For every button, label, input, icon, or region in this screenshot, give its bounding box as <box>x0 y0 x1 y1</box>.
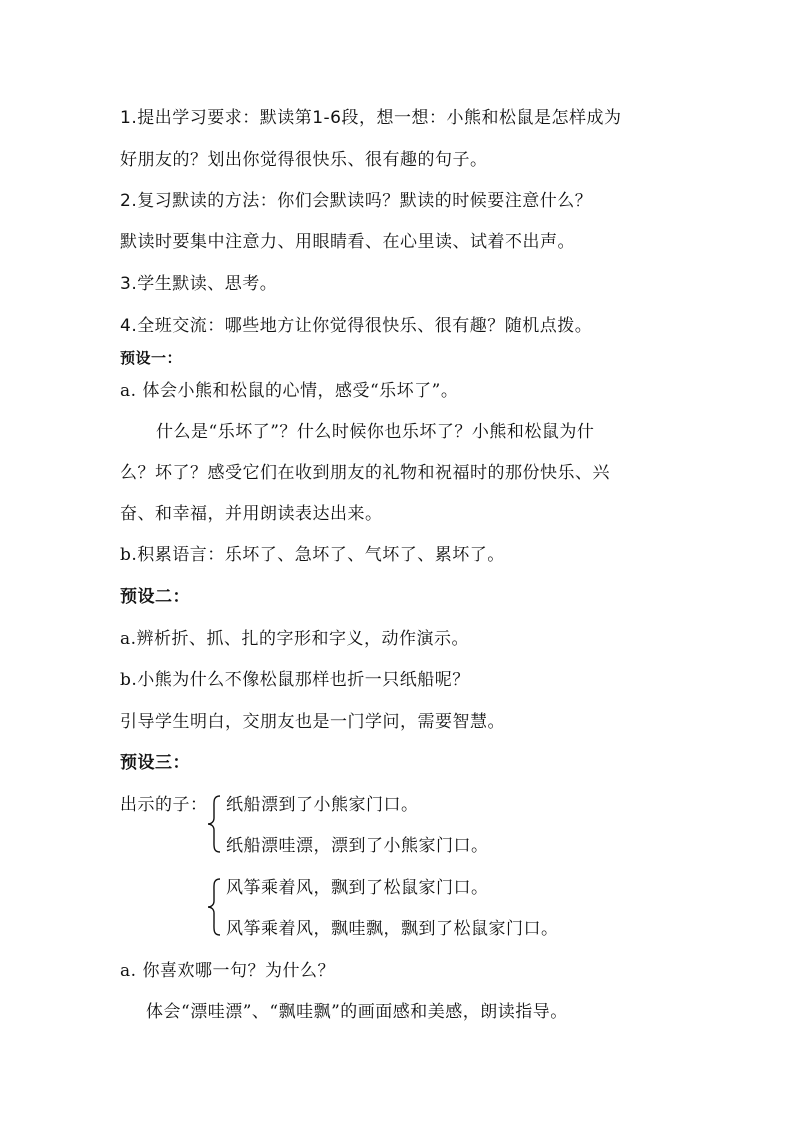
preset-1-paragraph-line-3: 奋、和幸福，并用朗读表达出来。 <box>120 504 383 524</box>
brace-1-icon <box>207 794 221 854</box>
step-1-line-2: 好朋友的？划出你觉得很快乐、很有趣的句子。 <box>120 150 488 170</box>
sentence-kite-2: 风筝乘着风，飘哇飘，飘到了松鼠家门口。 <box>226 919 559 939</box>
sentences-label: 出示的子： <box>120 795 208 815</box>
preset-1-paragraph-line-1: 什么是“乐坏了”？什么时候你也乐坏了？小熊和松鼠为什 <box>156 422 595 442</box>
brace-2-icon <box>207 877 221 937</box>
preset-2-heading: 预设二： <box>120 587 190 607</box>
step-1-line-1: 1.提出学习要求：默读第1-6段，想一想：小熊和松鼠是怎样成为 <box>120 108 622 128</box>
preset-3-explanation: 体会“漂哇漂”、“飘哇飘”的画面感和美感，朗读指导。 <box>146 1002 568 1022</box>
sentence-boat-1: 纸船漂到了小熊家门口。 <box>226 795 419 815</box>
step-2-line-1: 2.复习默读的方法：你们会默读吗？默读的时候要注意什么？ <box>120 191 593 211</box>
step-3-line: 3.学生默读、思考。 <box>120 274 278 294</box>
preset-3-heading: 预设三： <box>120 753 190 773</box>
step-4-line: 4.全班交流：哪些地方让你觉得很快乐、很有趣？随机点拨。 <box>120 316 593 336</box>
preset-2-item-a: a.辨析折、抓、扎的字形和字义，动作演示。 <box>120 629 470 649</box>
preset-1-heading: 预设一： <box>120 349 183 367</box>
sentence-kite-1: 风筝乘着风，飘到了松鼠家门口。 <box>226 878 489 898</box>
step-2-line-2: 默读时要集中注意力、用眼睛看、在心里读、试着不出声。 <box>120 232 575 252</box>
preset-1-paragraph-line-2: 么？坏了？感受它们在收到朋友的礼物和祝福时的那份快乐、兴 <box>120 463 610 483</box>
preset-1-item-b: b.积累语言：乐坏了、急坏了、气坏了、累坏了。 <box>120 545 505 565</box>
preset-2-explanation: 引导学生明白，交朋友也是一门学问，需要智慧。 <box>120 712 505 732</box>
sentence-boat-2: 纸船漂哇漂，漂到了小熊家门口。 <box>226 836 489 856</box>
preset-2-item-b: b.小熊为什么不像松鼠那样也折一只纸船呢？ <box>120 670 470 690</box>
preset-1-item-a: a. 体会小熊和松鼠的心情，感受“乐坏了”。 <box>120 381 459 401</box>
preset-3-item-a: a. 你喜欢哪一句？为什么？ <box>120 961 335 981</box>
